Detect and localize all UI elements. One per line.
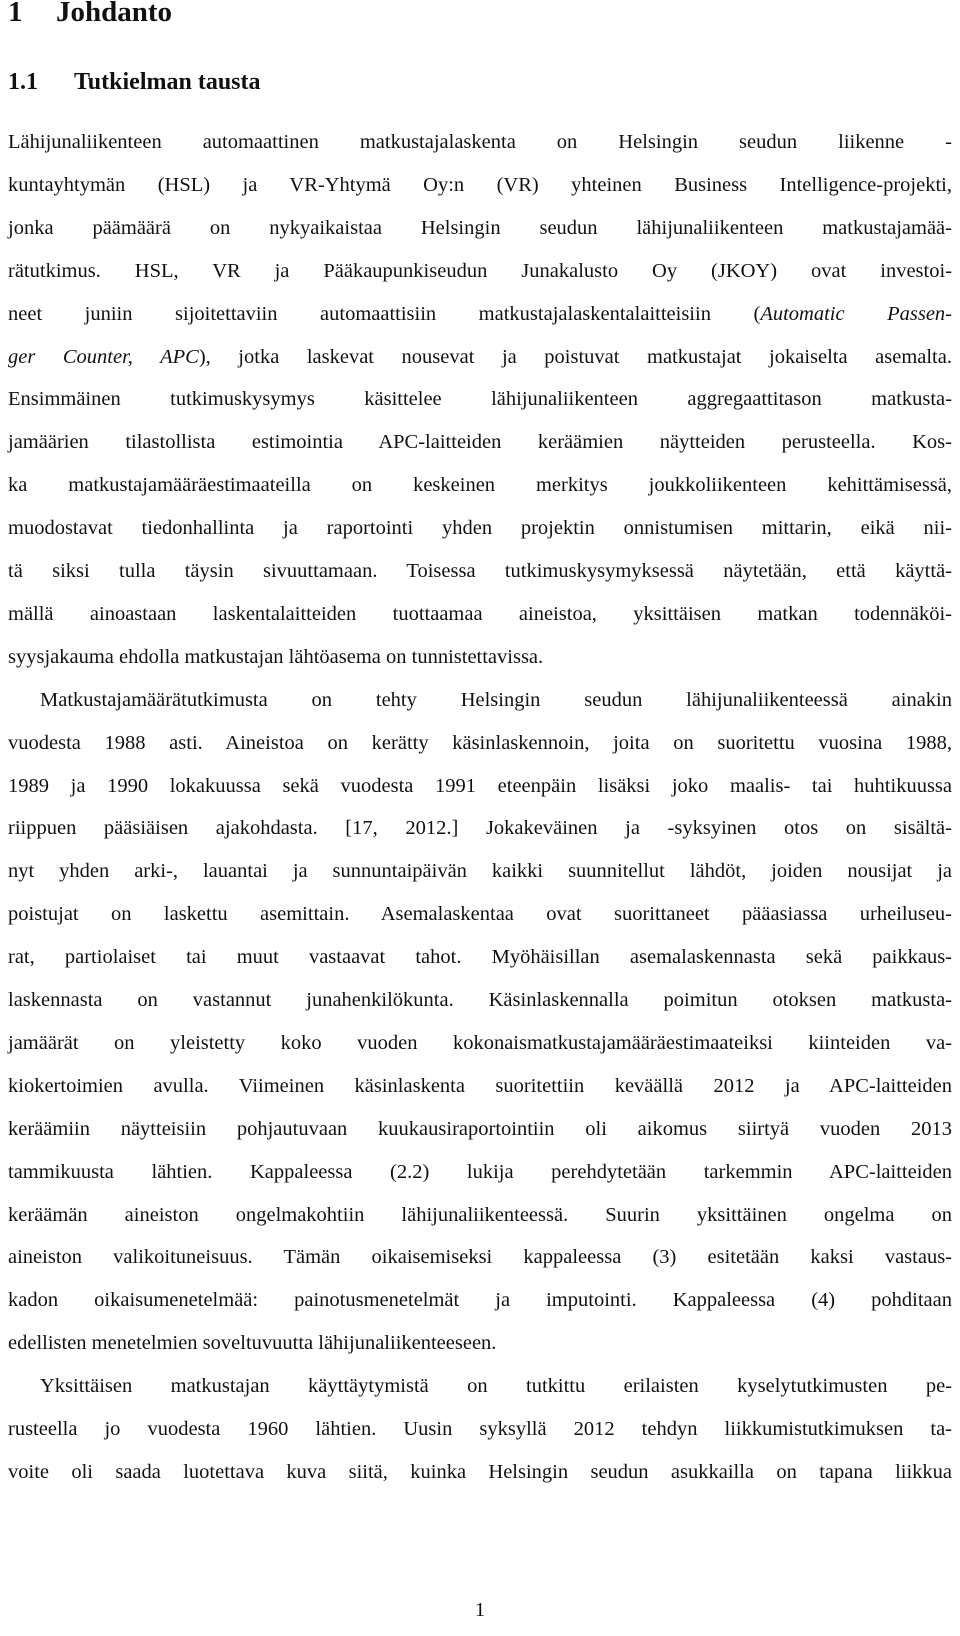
- text-line: laskennasta on vastannut junahenkilökunta. Käsinlaskennalla poimitun otoksen matkusta-: [8, 989, 952, 1011]
- text-line: jamäärien tilastollista estimointia APC-laitteiden keräämien näytteiden perusteella. Kos-: [8, 431, 952, 454]
- text-line: nyt yhden arki-, lauantai ja sunnuntaipäivän kaikki suunnitellut lähdöt, joiden nousijat ja: [8, 860, 952, 883]
- text-line: keräämiin näytteisiin pohjautuvaan kuukausiraportointiin oli aikomus siirtyä vuoden 2013: [8, 1117, 952, 1140]
- text-line: rat, partiolaiset tai muut vastaavat tahot. Myöhäisillan asemalaskennasta sekä paikkaus-: [8, 946, 952, 969]
- text-line: ger Counter, APC), jotka laskevat nousevat ja poistuvat matkustajat jokaiselta asemalta.: [8, 345, 952, 368]
- section-title: Tutkielman tausta: [74, 69, 261, 95]
- text-line: Ensimmäinen tutkimuskysymys käsittelee lähijunaliikenteen aggregaattitason matkusta-: [8, 388, 952, 411]
- text-line: tä siksi tulla täysin sivuuttamaan. Toisessa tutkimuskysymyksessä näytetään, että käyttä-: [8, 560, 952, 582]
- text-line: tammikuusta lähtien. Kappaleessa (2.2) lukija perehdytetään tarkemmin APC-laitteiden: [8, 1160, 952, 1183]
- text-line: 1989 ja 1990 lokakuussa sekä vuodesta 1991 eteenpäin lisäksi joko maalis- tai huhtikuussa: [8, 774, 952, 797]
- text-line: mällä ainoastaan laskentalaitteiden tuottaamaa aineistoa, yksittäisen matkan todennäköi-: [8, 602, 952, 625]
- text-line: Lähijunaliikenteen automaattinen matkustajalaskenta on Helsingin seudun liikenne -: [8, 131, 952, 153]
- text-line: rusteella jo vuodesta 1960 lähtien. Uusin syksyllä 2012 tehdyn liikkumistutkimuksen ta-: [8, 1418, 952, 1440]
- text-line: kadon oikaisumenetelmää: painotusmenetelmät ja imputointi. Kappaleessa (4) pohditaan: [8, 1289, 952, 1312]
- text-line: muodostavat tiedonhallinta ja raportointi yhden projektin onnistumisen mittarin, eikä nii-: [8, 517, 952, 540]
- italic-term: Automatic Passen-: [760, 302, 952, 325]
- text-line: neet juniin sijoitettaviin automaattisiin matkustajalaskentalaitteisiin (Automatic Passen-: [8, 302, 952, 325]
- text-line: keräämän aineiston ongelmakohtiin lähijunaliikenteessä. Suurin yksittäinen ongelma on: [8, 1203, 952, 1226]
- section-number: 1.1: [8, 69, 38, 95]
- text-line: kuntayhtymän (HSL) ja VR-Yhtymä Oy:n (VR) yhteinen Business Intelligence-projekti,: [8, 173, 952, 196]
- chapter-heading: [8, 0, 172, 32]
- text-line: Matkustajamäärätutkimusta on tehty Helsingin seudun lähijunaliikenteessä ainakin: [40, 688, 952, 711]
- text-line: syysjakauma ehdolla matkustajan lähtöasema on tunnistettavissa.: [8, 645, 544, 668]
- text-line: jonka päämäärä on nykyaikaistaa Helsingin seudun lähijunaliikenteen matkustajamää-: [8, 216, 952, 239]
- text-line: rätutkimus. HSL, VR ja Pääkaupunkiseudun Junakalusto Oy (JKOY) ovat investoi-: [8, 259, 952, 282]
- text-line: edellisten menetelmien soveltuvuutta lähijunaliikenteeseen.: [8, 1332, 497, 1355]
- text-line: vuodesta 1988 asti. Aineistoa on kerätty käsinlaskennoin, joita on suoritettu vuosina 1988,: [8, 731, 952, 754]
- italic-term: ger Counter, APC: [8, 345, 199, 368]
- text-line: voite oli saada luotettava kuva siitä, kuinka Helsingin seudun asukkailla on tapana liikkua: [8, 1460, 952, 1483]
- text-line: jamäärät on yleistetty koko vuoden kokonaismatkustajamääräestimaateiksi kiinteiden va-: [8, 1031, 952, 1054]
- text-line: riippuen pääsiäisen ajakohdasta. [17, 2012.] Jokakeväinen ja -syksyinen otos on sisältä-: [8, 817, 952, 840]
- text-line: aineiston valikoituneisuus. Tämän oikaisemiseksi kappaleessa (3) esitetään kaksi vastaus-: [8, 1246, 952, 1269]
- text-line: kiokertoimien avulla. Viimeinen käsinlaskenta suoritettiin keväällä 2012 ja APC-laitteiden: [8, 1074, 952, 1097]
- chapter-title: Johdanto: [56, 0, 173, 28]
- section-heading: [8, 66, 261, 98]
- chapter-number: 1: [8, 0, 23, 28]
- text-line: ka matkustajamääräestimaateilla on keskeinen merkitys joukkoliikenteen kehittämisessä,: [8, 474, 952, 497]
- text-line: Yksittäisen matkustajan käyttäytymistä on tutkittu erilaisten kyselytutkimusten pe-: [40, 1375, 952, 1398]
- page-number: 1: [474, 1599, 486, 1621]
- text-line: poistujat on laskettu asemittain. Asemalaskentaa ovat suorittaneet pääasiassa urheiluseu-: [8, 903, 952, 926]
